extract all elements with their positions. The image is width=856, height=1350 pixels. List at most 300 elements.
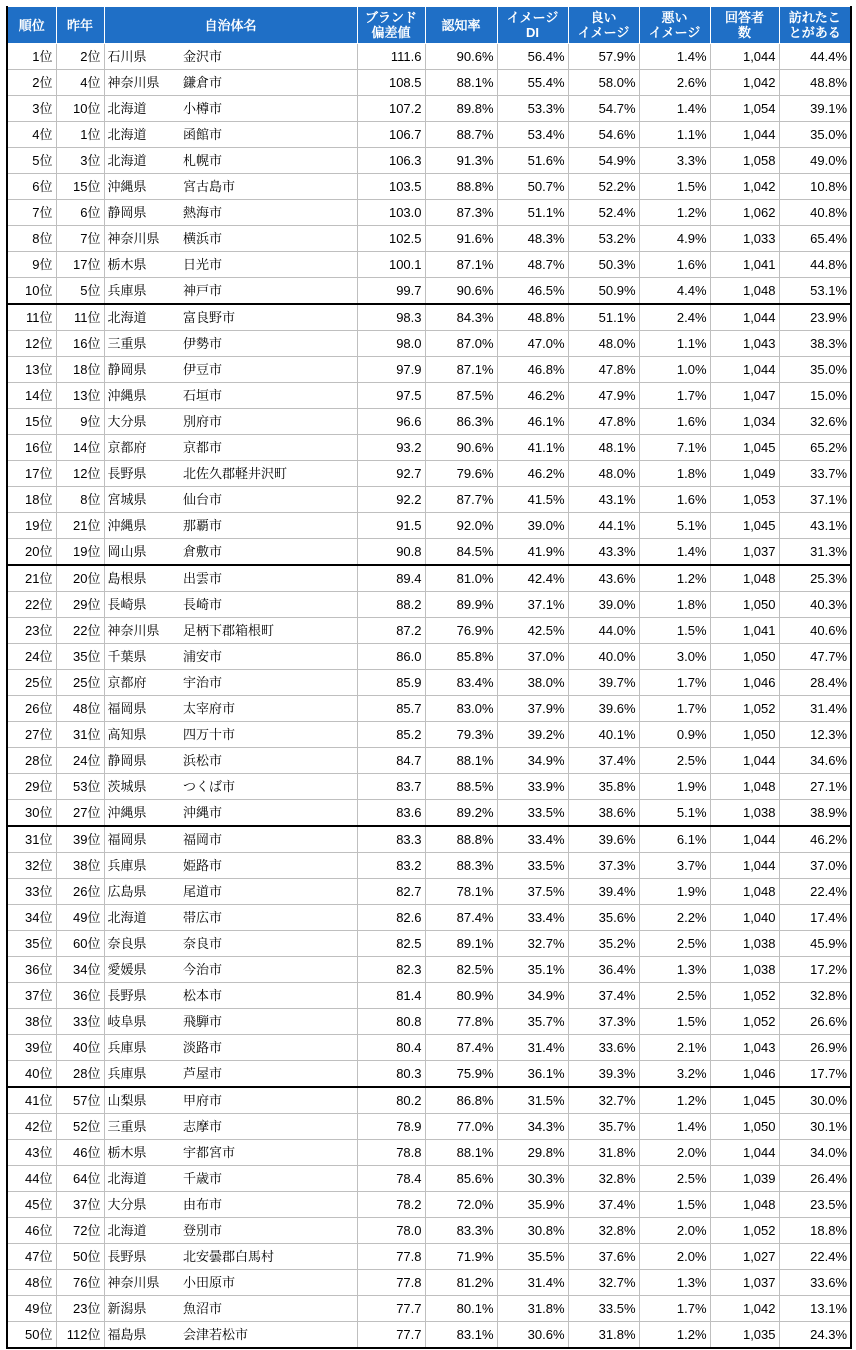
cell-bad-image: 1.6% <box>639 252 710 278</box>
cell-awareness: 88.7% <box>425 122 497 148</box>
cell-rank: 43位 <box>7 1140 56 1166</box>
table-row <box>7 670 851 696</box>
cell-image-di: 56.4% <box>497 44 568 70</box>
cell-brand-score: 92.2 <box>357 487 425 513</box>
cell-good-image: 48.1% <box>568 435 639 461</box>
cell-rank: 32位 <box>7 853 56 879</box>
cell-prev-year: 33位 <box>56 1009 104 1035</box>
cell-respondents: 1,050 <box>710 644 779 670</box>
cell-prev-year: 22位 <box>56 618 104 644</box>
table-header <box>7 7 851 44</box>
cell-rank: 27位 <box>7 722 56 748</box>
cell-rank: 10位 <box>7 278 56 305</box>
cell-brand-score: 103.0 <box>357 200 425 226</box>
cell-respondents: 1,043 <box>710 1035 779 1061</box>
cell-bad-image: 1.5% <box>639 174 710 200</box>
header-bad-line1: 悪い <box>661 10 688 25</box>
cell-respondents: 1,052 <box>710 983 779 1009</box>
cell-brand-score: 78.4 <box>357 1166 425 1192</box>
cell-image-di: 31.4% <box>497 1035 568 1061</box>
cell-city: 尾道市 <box>180 879 357 905</box>
cell-image-di: 48.3% <box>497 226 568 252</box>
cell-respondents: 1,042 <box>710 70 779 96</box>
cell-awareness: 87.7% <box>425 487 497 513</box>
cell-image-di: 31.4% <box>497 1270 568 1296</box>
cell-rank: 24位 <box>7 644 56 670</box>
cell-brand-score: 85.7 <box>357 696 425 722</box>
cell-rank: 16位 <box>7 435 56 461</box>
cell-rank: 6位 <box>7 174 56 200</box>
cell-prefecture: 長野県 <box>104 1244 180 1270</box>
cell-brand-score: 78.9 <box>357 1114 425 1140</box>
cell-visited: 31.3% <box>779 539 851 566</box>
cell-bad-image: 1.3% <box>639 1270 710 1296</box>
cell-visited: 47.7% <box>779 644 851 670</box>
cell-awareness: 88.5% <box>425 774 497 800</box>
cell-prev-year: 17位 <box>56 252 104 278</box>
cell-visited: 32.6% <box>779 409 851 435</box>
cell-prev-year: 46位 <box>56 1140 104 1166</box>
cell-bad-image: 7.1% <box>639 435 710 461</box>
cell-brand-score: 82.5 <box>357 931 425 957</box>
cell-rank: 29位 <box>7 774 56 800</box>
cell-bad-image: 2.5% <box>639 748 710 774</box>
cell-prefecture: 三重県 <box>104 331 180 357</box>
cell-visited: 45.9% <box>779 931 851 957</box>
cell-respondents: 1,042 <box>710 1296 779 1322</box>
header-awareness: 認知率 <box>425 7 497 44</box>
cell-good-image: 31.8% <box>568 1322 639 1349</box>
cell-good-image: 39.6% <box>568 696 639 722</box>
cell-bad-image: 2.0% <box>639 1218 710 1244</box>
cell-visited: 26.9% <box>779 1035 851 1061</box>
header-prev-year: 昨年 <box>56 7 104 44</box>
cell-awareness: 80.1% <box>425 1296 497 1322</box>
cell-image-di: 46.5% <box>497 278 568 305</box>
cell-prefecture: 北海道 <box>104 1166 180 1192</box>
cell-city: 金沢市 <box>180 44 357 70</box>
cell-rank: 12位 <box>7 331 56 357</box>
cell-good-image: 39.6% <box>568 826 639 853</box>
table-row <box>7 879 851 905</box>
cell-city: 小田原市 <box>180 1270 357 1296</box>
cell-awareness: 83.3% <box>425 1218 497 1244</box>
cell-image-di: 53.4% <box>497 122 568 148</box>
cell-city: 松本市 <box>180 983 357 1009</box>
cell-visited: 18.8% <box>779 1218 851 1244</box>
cell-respondents: 1,046 <box>710 1061 779 1088</box>
cell-image-di: 35.7% <box>497 1009 568 1035</box>
cell-city: 会津若松市 <box>180 1322 357 1349</box>
table-row <box>7 1166 851 1192</box>
table-row <box>7 618 851 644</box>
cell-image-di: 32.7% <box>497 931 568 957</box>
cell-good-image: 54.6% <box>568 122 639 148</box>
cell-city: 今治市 <box>180 957 357 983</box>
cell-rank: 39位 <box>7 1035 56 1061</box>
cell-awareness: 91.6% <box>425 226 497 252</box>
header-good-image <box>568 7 639 44</box>
cell-city: 姫路市 <box>180 853 357 879</box>
table-row <box>7 252 851 278</box>
table-row <box>7 1140 851 1166</box>
cell-prefecture: 沖縄県 <box>104 383 180 409</box>
cell-image-di: 30.8% <box>497 1218 568 1244</box>
ranking-table-container <box>6 6 850 1349</box>
cell-prefecture: 岐阜県 <box>104 1009 180 1035</box>
cell-awareness: 79.6% <box>425 461 497 487</box>
header-good-line2: イメージ <box>577 25 630 40</box>
cell-prefecture: 岡山県 <box>104 539 180 566</box>
cell-good-image: 39.0% <box>568 592 639 618</box>
cell-rank: 14位 <box>7 383 56 409</box>
cell-visited: 22.4% <box>779 879 851 905</box>
cell-image-di: 51.1% <box>497 200 568 226</box>
cell-brand-score: 108.5 <box>357 70 425 96</box>
cell-visited: 27.1% <box>779 774 851 800</box>
cell-prefecture: 京都府 <box>104 670 180 696</box>
cell-prefecture: 長野県 <box>104 461 180 487</box>
cell-prev-year: 3位 <box>56 148 104 174</box>
cell-rank: 35位 <box>7 931 56 957</box>
cell-prev-year: 2位 <box>56 44 104 70</box>
cell-bad-image: 1.6% <box>639 409 710 435</box>
cell-respondents: 1,040 <box>710 905 779 931</box>
cell-prefecture: 長崎県 <box>104 592 180 618</box>
cell-visited: 33.7% <box>779 461 851 487</box>
cell-good-image: 39.3% <box>568 1061 639 1088</box>
cell-image-di: 33.9% <box>497 774 568 800</box>
cell-respondents: 1,053 <box>710 487 779 513</box>
cell-prev-year: 28位 <box>56 1061 104 1088</box>
cell-city: 出雲市 <box>180 565 357 592</box>
cell-city: 別府市 <box>180 409 357 435</box>
cell-awareness: 87.4% <box>425 905 497 931</box>
header-visit-line2: とがある <box>788 25 841 40</box>
cell-good-image: 40.0% <box>568 644 639 670</box>
cell-visited: 38.3% <box>779 331 851 357</box>
cell-prev-year: 1位 <box>56 122 104 148</box>
cell-rank: 30位 <box>7 800 56 827</box>
cell-brand-score: 106.7 <box>357 122 425 148</box>
cell-brand-score: 82.6 <box>357 905 425 931</box>
cell-bad-image: 1.4% <box>639 44 710 70</box>
cell-city: 魚沼市 <box>180 1296 357 1322</box>
cell-awareness: 81.0% <box>425 565 497 592</box>
table-row <box>7 435 851 461</box>
cell-prefecture: 静岡県 <box>104 200 180 226</box>
cell-good-image: 37.3% <box>568 1009 639 1035</box>
cell-prev-year: 57位 <box>56 1087 104 1114</box>
cell-respondents: 1,048 <box>710 774 779 800</box>
table-row <box>7 1244 851 1270</box>
cell-rank: 23位 <box>7 618 56 644</box>
cell-city: 帯広市 <box>180 905 357 931</box>
cell-city: 伊勢市 <box>180 331 357 357</box>
cell-prefecture: 千葉県 <box>104 644 180 670</box>
cell-bad-image: 2.0% <box>639 1244 710 1270</box>
cell-bad-image: 2.5% <box>639 1166 710 1192</box>
cell-awareness: 90.6% <box>425 278 497 305</box>
cell-respondents: 1,044 <box>710 357 779 383</box>
cell-prev-year: 23位 <box>56 1296 104 1322</box>
cell-good-image: 37.4% <box>568 748 639 774</box>
cell-brand-score: 77.8 <box>357 1270 425 1296</box>
cell-prev-year: 25位 <box>56 670 104 696</box>
cell-city: 京都市 <box>180 435 357 461</box>
cell-awareness: 88.3% <box>425 853 497 879</box>
cell-visited: 17.4% <box>779 905 851 931</box>
table-row <box>7 331 851 357</box>
table-row <box>7 278 851 305</box>
cell-bad-image: 1.1% <box>639 331 710 357</box>
cell-awareness: 87.3% <box>425 200 497 226</box>
cell-prefecture: 兵庫県 <box>104 1035 180 1061</box>
table-row <box>7 487 851 513</box>
cell-prev-year: 39位 <box>56 826 104 853</box>
cell-respondents: 1,052 <box>710 696 779 722</box>
cell-bad-image: 1.7% <box>639 1296 710 1322</box>
cell-awareness: 85.8% <box>425 644 497 670</box>
cell-visited: 44.8% <box>779 252 851 278</box>
brand-ranking-table <box>6 6 852 1349</box>
cell-rank: 48位 <box>7 1270 56 1296</box>
cell-brand-score: 107.2 <box>357 96 425 122</box>
header-di-line2: DI <box>526 25 540 40</box>
cell-visited: 33.6% <box>779 1270 851 1296</box>
cell-respondents: 1,045 <box>710 1087 779 1114</box>
cell-awareness: 83.1% <box>425 1322 497 1349</box>
table-row <box>7 200 851 226</box>
table-row <box>7 774 851 800</box>
cell-respondents: 1,038 <box>710 931 779 957</box>
cell-respondents: 1,044 <box>710 748 779 774</box>
cell-brand-score: 97.9 <box>357 357 425 383</box>
cell-bad-image: 1.9% <box>639 774 710 800</box>
cell-prev-year: 26位 <box>56 879 104 905</box>
cell-prev-year: 14位 <box>56 435 104 461</box>
cell-prev-year: 7位 <box>56 226 104 252</box>
cell-city: 宇治市 <box>180 670 357 696</box>
cell-prefecture: 神奈川県 <box>104 226 180 252</box>
cell-prefecture: 静岡県 <box>104 748 180 774</box>
cell-brand-score: 78.2 <box>357 1192 425 1218</box>
cell-good-image: 43.1% <box>568 487 639 513</box>
cell-rank: 21位 <box>7 565 56 592</box>
cell-prefecture: 三重県 <box>104 1114 180 1140</box>
cell-good-image: 53.2% <box>568 226 639 252</box>
cell-awareness: 83.0% <box>425 696 497 722</box>
cell-awareness: 86.3% <box>425 409 497 435</box>
cell-image-di: 48.8% <box>497 304 568 331</box>
cell-brand-score: 106.3 <box>357 148 425 174</box>
table-row <box>7 44 851 70</box>
cell-good-image: 44.1% <box>568 513 639 539</box>
cell-rank: 1位 <box>7 44 56 70</box>
header-brand-line2: 偏差値 <box>371 25 411 40</box>
cell-respondents: 1,044 <box>710 853 779 879</box>
cell-prev-year: 9位 <box>56 409 104 435</box>
cell-respondents: 1,046 <box>710 670 779 696</box>
cell-prev-year: 76位 <box>56 1270 104 1296</box>
cell-awareness: 72.0% <box>425 1192 497 1218</box>
table-row <box>7 696 851 722</box>
cell-prefecture: 広島県 <box>104 879 180 905</box>
cell-city: 倉敷市 <box>180 539 357 566</box>
cell-image-di: 33.5% <box>497 853 568 879</box>
cell-good-image: 50.3% <box>568 252 639 278</box>
cell-good-image: 32.8% <box>568 1166 639 1192</box>
cell-good-image: 48.0% <box>568 331 639 357</box>
cell-rank: 9位 <box>7 252 56 278</box>
cell-prefecture: 石川県 <box>104 44 180 70</box>
cell-awareness: 77.8% <box>425 1009 497 1035</box>
cell-image-di: 37.5% <box>497 879 568 905</box>
cell-visited: 26.6% <box>779 1009 851 1035</box>
cell-brand-score: 97.5 <box>357 383 425 409</box>
cell-rank: 45位 <box>7 1192 56 1218</box>
cell-city: 宮古島市 <box>180 174 357 200</box>
cell-prev-year: 8位 <box>56 487 104 513</box>
cell-respondents: 1,044 <box>710 826 779 853</box>
cell-prev-year: 36位 <box>56 983 104 1009</box>
cell-brand-score: 89.4 <box>357 565 425 592</box>
cell-prefecture: 福岡県 <box>104 696 180 722</box>
cell-respondents: 1,039 <box>710 1166 779 1192</box>
cell-brand-score: 80.4 <box>357 1035 425 1061</box>
cell-brand-score: 93.2 <box>357 435 425 461</box>
cell-bad-image: 0.9% <box>639 722 710 748</box>
cell-prefecture: 沖縄県 <box>104 174 180 200</box>
cell-prev-year: 21位 <box>56 513 104 539</box>
table-row <box>7 800 851 827</box>
cell-awareness: 87.4% <box>425 1035 497 1061</box>
cell-bad-image: 5.1% <box>639 513 710 539</box>
cell-awareness: 71.9% <box>425 1244 497 1270</box>
cell-city: 熱海市 <box>180 200 357 226</box>
table-row <box>7 957 851 983</box>
cell-respondents: 1,044 <box>710 122 779 148</box>
header-brand-score <box>357 7 425 44</box>
cell-image-di: 46.2% <box>497 461 568 487</box>
cell-image-di: 48.7% <box>497 252 568 278</box>
cell-prev-year: 10位 <box>56 96 104 122</box>
cell-city: 札幌市 <box>180 148 357 174</box>
table-row <box>7 826 851 853</box>
cell-bad-image: 3.3% <box>639 148 710 174</box>
cell-respondents: 1,047 <box>710 383 779 409</box>
cell-bad-image: 4.4% <box>639 278 710 305</box>
cell-rank: 2位 <box>7 70 56 96</box>
cell-brand-score: 85.2 <box>357 722 425 748</box>
cell-bad-image: 3.7% <box>639 853 710 879</box>
cell-rank: 18位 <box>7 487 56 513</box>
cell-brand-score: 83.6 <box>357 800 425 827</box>
table-row <box>7 1035 851 1061</box>
cell-rank: 4位 <box>7 122 56 148</box>
cell-image-di: 33.4% <box>497 826 568 853</box>
header-image-di <box>497 7 568 44</box>
table-row <box>7 931 851 957</box>
header-municipality: 自治体名 <box>104 7 357 44</box>
cell-rank: 41位 <box>7 1087 56 1114</box>
cell-awareness: 87.0% <box>425 331 497 357</box>
cell-image-di: 35.5% <box>497 1244 568 1270</box>
cell-prev-year: 60位 <box>56 931 104 957</box>
cell-city: 富良野市 <box>180 304 357 331</box>
cell-good-image: 58.0% <box>568 70 639 96</box>
cell-image-di: 33.4% <box>497 905 568 931</box>
cell-bad-image: 6.1% <box>639 826 710 853</box>
cell-image-di: 30.6% <box>497 1322 568 1349</box>
cell-visited: 40.8% <box>779 200 851 226</box>
table-body <box>7 44 851 1349</box>
cell-visited: 17.7% <box>779 1061 851 1088</box>
cell-bad-image: 1.6% <box>639 487 710 513</box>
cell-awareness: 90.6% <box>425 435 497 461</box>
cell-brand-score: 83.7 <box>357 774 425 800</box>
cell-awareness: 88.1% <box>425 1140 497 1166</box>
cell-prefecture: 栃木県 <box>104 1140 180 1166</box>
cell-bad-image: 1.5% <box>639 1009 710 1035</box>
cell-brand-score: 92.7 <box>357 461 425 487</box>
cell-prev-year: 112位 <box>56 1322 104 1349</box>
cell-rank: 15位 <box>7 409 56 435</box>
cell-visited: 13.1% <box>779 1296 851 1322</box>
cell-image-di: 34.3% <box>497 1114 568 1140</box>
cell-city: 日光市 <box>180 252 357 278</box>
cell-good-image: 37.6% <box>568 1244 639 1270</box>
cell-city: 宇都宮市 <box>180 1140 357 1166</box>
cell-good-image: 57.9% <box>568 44 639 70</box>
cell-brand-score: 96.6 <box>357 409 425 435</box>
cell-image-di: 41.9% <box>497 539 568 566</box>
cell-visited: 17.2% <box>779 957 851 983</box>
header-rank: 順位 <box>7 7 56 44</box>
table-row <box>7 96 851 122</box>
cell-visited: 48.8% <box>779 70 851 96</box>
cell-prev-year: 29位 <box>56 592 104 618</box>
table-row <box>7 1087 851 1114</box>
cell-respondents: 1,034 <box>710 409 779 435</box>
cell-brand-score: 86.0 <box>357 644 425 670</box>
cell-city: 由布市 <box>180 1192 357 1218</box>
cell-rank: 19位 <box>7 513 56 539</box>
cell-city: 千歳市 <box>180 1166 357 1192</box>
cell-visited: 23.5% <box>779 1192 851 1218</box>
table-row <box>7 70 851 96</box>
cell-rank: 38位 <box>7 1009 56 1035</box>
cell-good-image: 35.8% <box>568 774 639 800</box>
table-row <box>7 748 851 774</box>
cell-prefecture: 沖縄県 <box>104 513 180 539</box>
cell-awareness: 81.2% <box>425 1270 497 1296</box>
cell-city: つくば市 <box>180 774 357 800</box>
cell-image-di: 37.0% <box>497 644 568 670</box>
cell-awareness: 92.0% <box>425 513 497 539</box>
cell-city: 浦安市 <box>180 644 357 670</box>
cell-awareness: 84.5% <box>425 539 497 566</box>
cell-rank: 20位 <box>7 539 56 566</box>
cell-city: 鎌倉市 <box>180 70 357 96</box>
cell-prev-year: 72位 <box>56 1218 104 1244</box>
cell-brand-score: 77.7 <box>357 1296 425 1322</box>
cell-rank: 25位 <box>7 670 56 696</box>
cell-good-image: 54.7% <box>568 96 639 122</box>
cell-good-image: 48.0% <box>568 461 639 487</box>
cell-bad-image: 1.0% <box>639 357 710 383</box>
cell-prefecture: 大分県 <box>104 1192 180 1218</box>
